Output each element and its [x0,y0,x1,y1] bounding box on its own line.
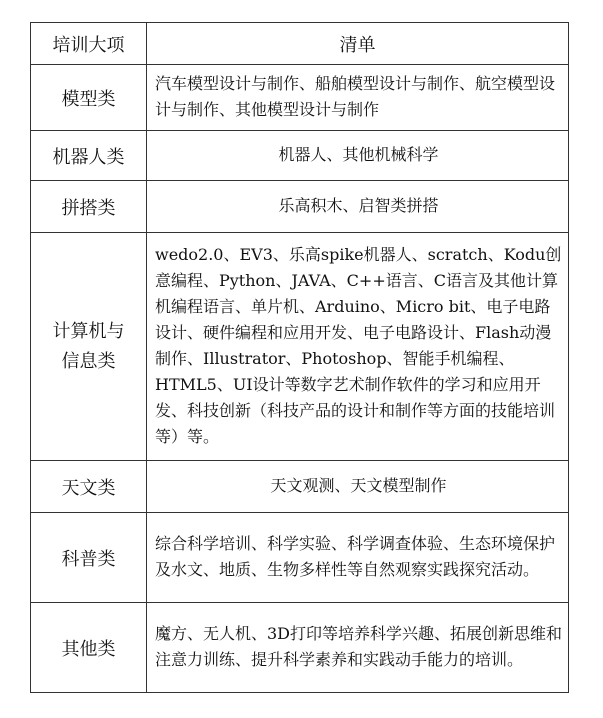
table-row [31,603,569,693]
row-items: 乐高积木、启智类拼搭 [147,181,569,233]
table-row [31,65,569,131]
table-row [31,181,569,233]
row-category: 天文类 [31,461,147,513]
row-category [31,233,147,461]
row-category-text: 计算机与信息类 [52,320,125,372]
row-items: 魔方、无人机、3D打印等培养科学兴趣、拓展创新思维和注意力训练、提升科学素养和实践动手能力的培训。 [147,603,569,693]
row-category: 其他类 [31,603,147,693]
training-table [30,22,569,693]
row-items: 机器人、其他机械科学 [147,131,569,181]
table-row [31,233,569,461]
row-category: 机器人类 [31,131,147,181]
header-category: 培训大项 [31,23,147,65]
row-items: 天文观测、天文模型制作 [147,461,569,513]
row-category: 拼搭类 [31,181,147,233]
table-header-row [31,23,569,65]
row-category: 科普类 [31,513,147,603]
table-row [31,513,569,603]
table-row [31,461,569,513]
row-items: 汽车模型设计与制作、船舶模型设计与制作、航空模型设计与制作、其他模型设计与制作 [147,65,569,131]
header-list: 清单 [147,23,569,65]
row-items: wedo2.0、EV3、乐高spike机器人、scratch、Kodu创意编程、Python、JAVA、C++语言、C语言及其他计算机编程语言、单片机、Arduino、Micro bit、电子电路设计、硬件编程和应用开发、电子电路设计、Flash动漫制作、Illustrator、Photoshop、智能手机编程、HTML5、UI设计等数字艺术制作软件的学习和应用开发、科技创新（科技产品的设计和制作等方面的技能培训等）等。 [147,233,569,461]
row-items: 综合科学培训、科学实验、科学调查体验、生态环境保护及水文、地质、生物多样性等自然观察实践探究活动。 [147,513,569,603]
row-category: 模型类 [31,65,147,131]
table-row [31,131,569,181]
